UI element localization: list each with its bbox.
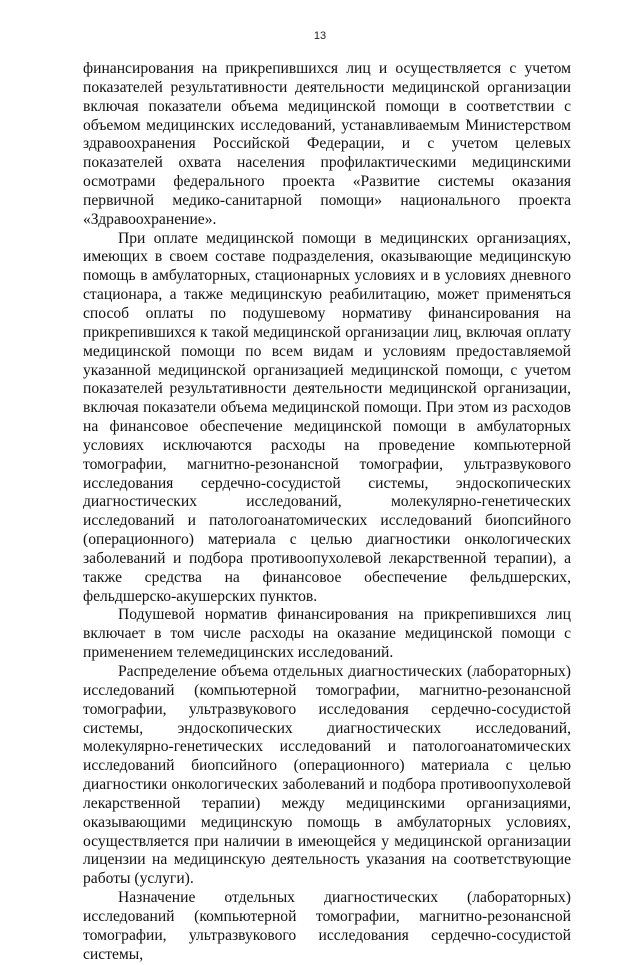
paragraph-per-capita-standard: Подушевой норматив финансирования на прикрепившихся лиц включает в том числе расходы на оказание медицинской помощи с применением телемедицинских исследований. bbox=[83, 606, 571, 662]
paragraph-continuation: финансирования на прикрепившихся лиц и осуществляется с учетом показателей результативности деятельности медицинской организации включая показатели объема медицинской помощи в соответствии с объемом медицинских исследований, устанавливаемым Министерством здравоохранения Российской Федерации, и с учетом целевых показателей охвата населения профилактическими медицинскими осмотрами федерального проекта «Развитие системы оказания первичной медико-санитарной помощи» национального проекта «Здравоохранение». bbox=[83, 60, 571, 228]
paragraph-prescription: Назначение отдельных диагностических (лабораторных) исследований (компьютерной томографии, магнитно-резонансной томографии, ультразвукового исследования сердечно-сосудистой системы, bbox=[83, 889, 571, 963]
paragraph-payment-method: При оплате медицинской помощи в медицинских организациях, имеющих в своем составе подразделения, оказывающие медицинскую помощь в амбулаторных, стационарных условиях и в условиях дневного стационара, а также медицинскую реабилитацию, может применяться способ оплаты по подушевому нормативу финансирования на прикрепившихся к такой медицинской организации лиц, включая оплату медицинской помощи по всем видам и условиям предоставляемой указанной медицинской организацией медицинской помощи, с учетом показателей результативности деятельности медицинской организации, включая показатели объема медицинской помощи. При этом из расходов на финансовое обеспечение медицинской помощи в амбулаторных условиях исключаются расходы на проведение компьютерной томографии, магнитно-резонансной томографии, ультразвукового исследования сердечно-сосудистой системы, эндоскопических диагностических исследований, молекулярно-генетических исследований и патологоанатомических исследований биопсийного (операционного) материала с целью диагностики онкологических заболеваний и подбора противоопухолевой лекарственной терапии), а также средства на финансовое обеспечение фельдшерских, фельдшерско-акушерских пунктов. bbox=[83, 229, 571, 605]
paragraph-volume-distribution: Распределение объема отдельных диагностических (лабораторных) исследований (компьютерной томографии, магнитно-резонансной томографии, ультразвукового исследования сердечно-сосудистой системы, эндоскопических диагностических исследований, молекулярно-генетических исследований и патологоанатомических исследований биопсийного (операционного) материала с целью диагностики онкологических заболеваний и подбора противоопухолевой лекарственной терапии) между медицинскими организациями, оказывающими медицинскую помощь в амбулаторных условиях, осуществляется при наличии в имеющейся у медицинской организации лицензии на медицинскую деятельность указания на соответствующие работы (услуги). bbox=[83, 663, 571, 888]
page-number: 13 bbox=[313, 30, 327, 42]
document-body bbox=[83, 60, 571, 965]
